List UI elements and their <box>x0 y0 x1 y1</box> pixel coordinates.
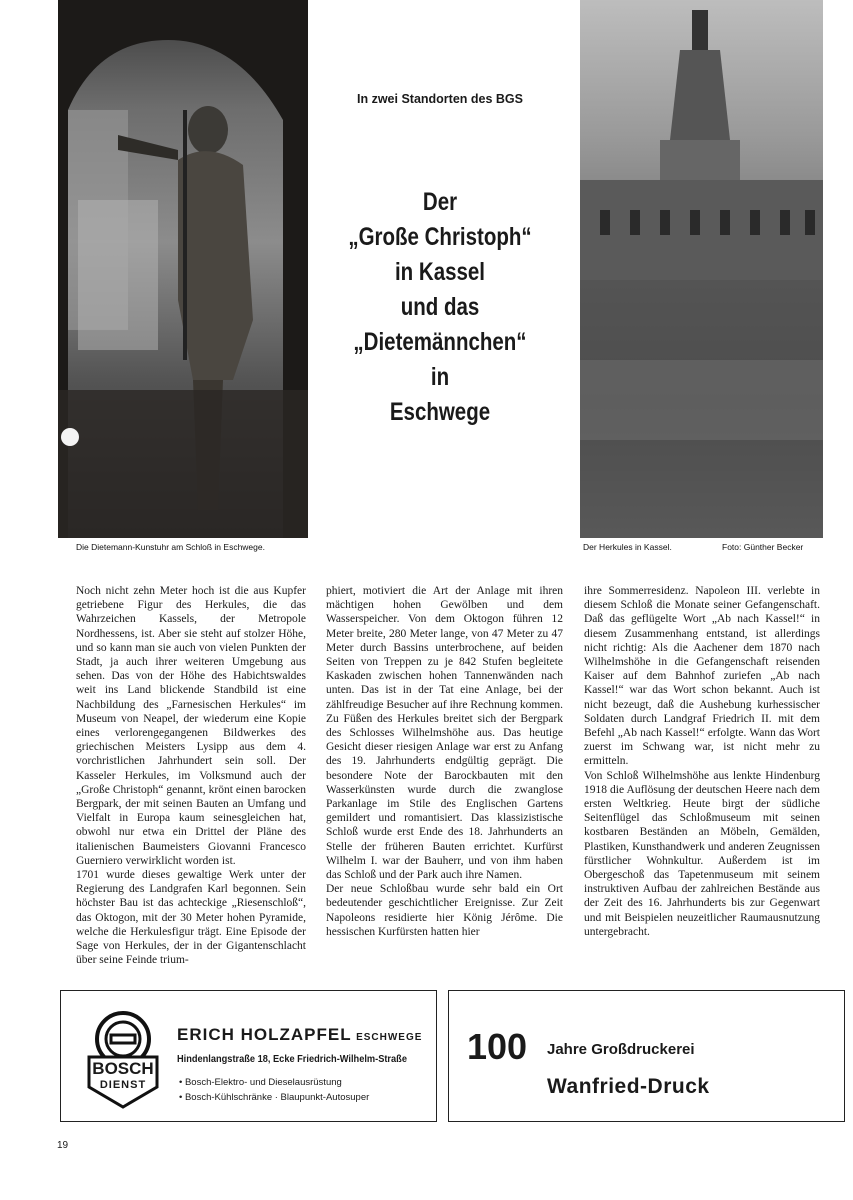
bosch-dienst-logo <box>83 1009 163 1109</box>
dietemann-figure-illustration <box>58 0 308 538</box>
advertiser-name: ERICH HOLZAPFEL <box>177 1025 352 1044</box>
title-line: in <box>430 363 450 391</box>
paragraph: Der neue Schloßbau wurde sehr bald ein Ort bedeutender geschichtlicher Ereignisse. Zur Zeit Napoleons residierte hier König Jérôme. Die hessischen Kurfürsten hatten hier <box>326 883 563 938</box>
ad-wanfried-druck <box>448 990 845 1122</box>
ad-erich-holzapfel <box>60 990 437 1122</box>
article-title <box>342 185 539 430</box>
service-item: • Bosch-Elektro- und Dieselausrüstung <box>179 1077 342 1088</box>
paragraph: Noch nicht zehn Meter hoch ist die aus Kupfer getriebene Figur des Herkules, die das Wahrzeichen Kassels, der Metropole Nordhessens, ist. Aber sie steht auf stolzer Höhe, und so kann man sie auch von vielen Punkten der Stadt, ja auch ihrer weiteren Umgebung aus sehen. Das von der Höhe des Habichtswaldes weit ins Land blickende Standbild ist eine Nachbildung des „Farnesischen Herkules“ im Museum von Neapel, der wiederum eine Kopie eines verlorengegangenen Bildwerkes des griechischen Meisters Lysipp aus dem 4. vorchristlichen Jahrhundert sein soll. Der Kasseler Herkules, im Volksmund auch der „Große Christoph“ genannt, krönt einen barocken Bergpark, der mit seinen Bauten an Umfang und Vielfalt in Europa kaum seinesgleichen hat, obwohl nur etwa ein Drittel der Pläne des italienischen Baumeisters Giovanni Francesco Guerniero verwirklicht worden ist. <box>76 585 306 867</box>
paragraph: Zu Füßen des Herkules breitet sich der Bergpark des Schlosses Wilhelmshöhe aus. Das heutige Gesicht dieser riesigen Anlage war erst zu Anfang des 19. Jahrhunderts endgültig geprägt. Die besondere Note der Barockbauten mit den Wasserkünsten wurde durch die zwanglose Parkanlage im Stile des Englischen Gartens gemildert und romantisiert. Das klassizistische Schloß wurde erst Ende des 18. Jahrhunderts an Stelle der früheren Bauten errichtet. Kurfürst Wilhelm I. war der Bauherr, und von ihm haben das Schloß und der Park auch ihre Namen. <box>326 712 563 882</box>
title-line: „Dietemännchen“ <box>353 328 527 356</box>
paragraph: ihre Sommerresidenz. Napoleon III. verlebte in diesem Schloß die Monate seiner Gefangenschaft. Daß das geflügelte Wort „Ab nach Kassel!“ in diesem Zusammenhang entstand, ist allerdings nicht richtig: Als die Aachener dem 1870 nach Wilhelmshöhe in die Gefangenschaft reisenden Kaiser auf dem Bahnhof zuriefen „Ab nach Kassel!“ war das Wort schon bekannt. Auch ist nicht bezeugt, daß die Aushebung kurhessischer Soldaten durch Landgraf Friedrich II. mit dem Befehl „Ab nach Kassel!“ erfolgte. Wann das Wort zuerst im Schwang war, ist nicht mehr zu ermitteln. <box>584 585 820 768</box>
advertiser-name-line <box>177 1025 422 1045</box>
caption-left: Die Dietemann-Kunstuhr am Schloß in Eschwege. <box>76 542 265 552</box>
paragraph: phiert, motiviert die Art der Anlage mit ihren mächtigen hohen Gewölben und dem Wasserspeicher. Von dem Oktogon führen 12 Meter breite, 280 Meter lange, von 47 Meter zu 47 Meter durch Bassins unterbrochene, auf beiden Seiten von Treppen zu je 842 Stufen begleitete Kaskaden zwischen hohen Tannenwänden nach unten. Das ist in der Tat eine Anlage, bei der zählfreudige Besucher auf ihre Rechnung kommen. <box>326 585 563 711</box>
anniversary-number: 100 <box>467 1026 528 1067</box>
paragraph: Von Schloß Wilhelmshöhe aus lenkte Hindenburg 1918 die Auflösung der deutschen Heere nach dem ersten Weltkrieg. Heute birgt der südliche Seitenflügel das Schloßmuseum mit seinen kostbaren Beständen an Möbeln, Gemälden, Plastiken, Kunsthandwerk und anderen Zeugnissen fürstlicher Wohnkultur. Außerdem ist im Obergeschoß das Tapetenmuseum mit seinem instruktiven Aufbau der zahlreichen Bestände aus der Zeit des 16. Jahrhunderts bis zur Gegenwart und mit Beispielen neuzeitlicher Raumausnutzung untergebracht. <box>584 769 820 938</box>
advertiser-address: Hindenlangstraße 18, Ecke Friedrich-Wilhelm-Straße <box>177 1053 407 1065</box>
advertiser-city: ESCHWEGE <box>356 1032 423 1043</box>
kicker: In zwei Standorten des BGS <box>357 92 523 106</box>
service-list <box>179 1075 369 1105</box>
title-line: „Große Christoph“ <box>348 223 532 251</box>
photo-herkules-kassel <box>580 0 823 538</box>
paragraph: 1701 wurde dieses gewaltige Werk unter der Regierung des Landgrafen Karl begonnen. Sein höchster Bau ist das achteckige „Riesenschloß“, das Oktogon, mit der 30 Meter hohen Pyramide, welche die Herkulesfigur trägt. Eine Episode der Sage von Herkules, der in der Gigantenschlacht über seine Feinde trium- <box>76 869 306 967</box>
anniversary-text: Jahre Großdruckerei <box>547 1041 695 1058</box>
title-line: in Kassel <box>394 258 486 286</box>
text-column-1 <box>76 584 306 967</box>
company-name: Wanfried-Druck <box>547 1075 710 1098</box>
service-item: • Bosch-Kühlschränke · Blaupunkt-Autosuper <box>179 1092 370 1103</box>
photo-dietemann-clock <box>58 0 308 538</box>
herkules-building-illustration <box>580 0 823 538</box>
text-column-3 <box>584 584 820 939</box>
title-line: Der <box>422 188 458 216</box>
caption-right: Der Herkules in Kassel. <box>583 542 672 552</box>
logo-dienst-text: DIENST <box>99 1079 147 1091</box>
text-column-2 <box>326 584 563 939</box>
page-number: 19 <box>57 1140 69 1151</box>
logo-bosch-text: BOSCH <box>92 1059 154 1078</box>
title-line: und das <box>400 293 480 321</box>
photo-credit: Foto: Günther Becker <box>722 542 804 552</box>
title-line: Eschwege <box>389 398 491 426</box>
